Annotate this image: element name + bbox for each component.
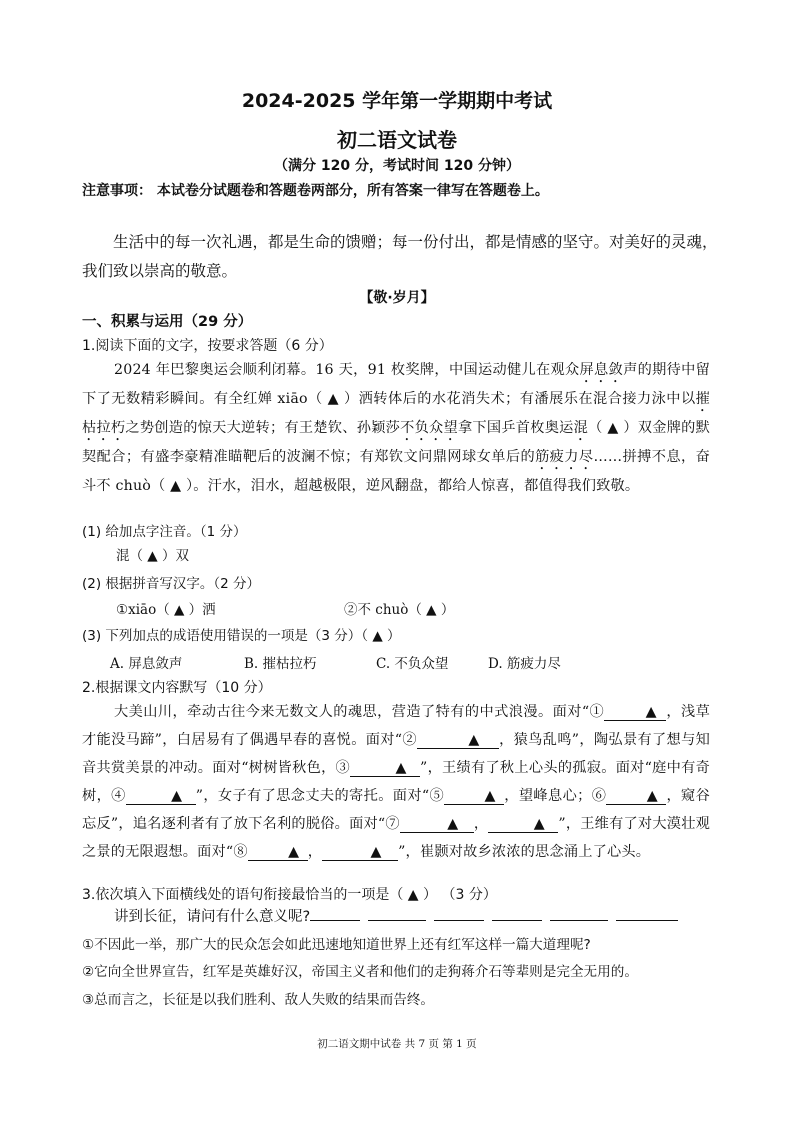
q3-blank [368,920,426,921]
section-tag: 【敬·岁月】 [359,290,435,306]
blank-7b [488,816,558,833]
passage-text: ”，王绩有了秋上心头的孤寂。面对“庭中有奇树，④ [82,760,710,804]
q3-title: 3.依次填入下面横线处的语句衔接最恰当的一项是（ ▲ ） （3 分） [82,887,497,903]
blank-mark: ▲ [288,844,300,860]
passage-text: 2024 年巴黎奥运会顺利闭幕。16 天，91 枚奖牌，中国运动健儿在观众 [114,362,580,378]
passage-text: 大美山川，牵动古往今来无数文人的魂思，营造了特有的中式浪漫。面对“① [114,704,605,720]
option-b: B. 摧枯拉朽 [244,656,317,672]
section-heading: 一、积累与运用（29 分） [82,314,253,330]
blank-7a [400,816,474,833]
option-a: A. 屏息敛声 [110,656,183,672]
blank-8b [322,844,398,861]
blank-6 [606,788,666,805]
q3-blank [492,920,542,921]
dotted-word: 摧枯拉朽 [82,391,710,436]
dotted-word: 混 [573,420,589,436]
blank-mark: ▲ [468,732,480,748]
blank-mark: ▲ [484,788,496,804]
passage-text: 声的期待中留下了无数精彩瞬间。有全红婵 xiāo（ ▲ ）洒转体后的水花消失术；有潘展乐在混合接力泳中以 [82,362,710,407]
passage-text: 之势创造的惊天大逆转；有王楚钦、孙颖莎 [125,420,401,436]
q1-sub2-label: (2) 根据拼音写汉字。（2 分） [82,576,261,592]
q3-blank [434,920,484,921]
blank-mark: ▲ [645,704,657,720]
passage-text: ”，崔颢对故乡浓浓的思念涌上了心头。 [398,844,651,860]
passage-text: ……拼搏不息，奋斗不 chuò（ ▲ ）。汗水，泪水，超越极限，逆风翻盘，都给人惊喜，都值得我们致敬。 [82,449,710,494]
q1-passage [82,357,710,500]
passage-text: （ ▲ ）双金牌的默契配合；有盛李豪精准瞄靶后的波澜不惊；有郑钦文问鼎网球女单后的 [82,420,710,465]
passage-text: ，窥谷忘反”，追名逐利者有了放下名利的脱俗。面对“⑦ [82,788,710,832]
blank-mark: ▲ [370,844,382,860]
exam-title: 2024-2025 学年第一学期期中考试 [241,90,553,112]
notice-text: 本试卷分试题卷和答题卷两部分，所有答案一律写在答题卷上。 [152,183,549,199]
dotted-word: 屏息敛 [579,362,624,378]
passage-text: ， [307,844,323,860]
q1-sub2-a: ①xiāo（ ▲ ）洒 [116,602,216,618]
notice-label: 注意事项： [82,183,152,199]
q3-line-3: ③总而言之，长征是以我们胜利、敌人失败的结果而告终。 [82,991,435,1008]
q3-body [82,904,722,1014]
blank-8a [248,844,308,861]
intro-paragraph: 生活中的每一次礼遇，都是生命的馈赠；每一份付出，都是情感的坚守。对美好的灵魂，我们致以崇高的敬意。 [82,233,718,280]
q1-title: 1.阅读下面的文字，按要求答题（6 分） [82,338,333,354]
blank-mark: ▲ [171,788,183,804]
q3-lead-text: 讲到长征，请问有什么意义呢? [114,909,311,925]
q3-blank [550,920,608,921]
blank-2 [417,732,499,749]
q1-options [110,652,561,672]
page-footer: 初二语文期中试卷 共 7 页 第 1 页 [317,1038,477,1050]
passage-text: ，浅草才能没马蹄”，白居易有了偶遇早春的喜悦。面对“② [82,704,710,748]
dotted-word: 筋疲力尽 [535,449,594,465]
q2-passage [82,698,710,866]
blank-mark: ▲ [395,760,407,776]
option-c: C. 不负众望 [376,656,449,672]
passage-text: 拿下国乒首枚奥运 [457,420,574,436]
q2-title: 2.根据课文内容默写（10 分） [82,680,272,696]
q3-blank [310,920,360,921]
passage-text: ”，女子有了思念丈夫的寄托。面对“⑤ [195,788,445,804]
passage-text: ，望峰息心；⑥ [504,788,607,804]
q1-sub1-item: 混（ ▲ ）双 [116,548,189,564]
q1-sub1-label: (1) 给加点字注音。（1 分） [82,524,247,540]
q3-line-1: ①不因此一举，那广大的民众怎会如此迅速地知道世界上还有红军这样一篇大道理呢? [82,936,591,953]
dotted-word: 不负众望 [400,420,458,436]
passage-text: ，猿鸟乱鸣”，陶弘景有了想与知音共赏美景的冲动。面对“树树皆秋色，③ [82,732,710,776]
blank-3 [350,760,420,777]
blank-4 [126,788,196,805]
blank-mark: ▲ [646,788,658,804]
blank-mark: ▲ [447,816,459,832]
q3-line-2: ②它向全世界宣告，红军是英雄好汉，帝国主义者和他们的走狗蒋介石等辈则是完全无用的。 [82,964,638,980]
blank-5 [444,788,504,805]
q3-lead [82,904,722,932]
score-time: （满分 120 分，考试时间 120 分钟） [274,158,520,174]
passage-text: ， [473,816,489,832]
q3-blank [616,920,678,921]
blank-mark: ▲ [533,816,545,832]
exam-subject: 初二语文试卷 [337,128,457,152]
notice [82,180,722,200]
passage-text: ”，王维有了对大漠壮观之景的无限遐想。面对“⑧ [82,816,711,860]
blank-1 [604,704,666,721]
option-d: D. 筋疲力尽 [488,656,561,672]
q1-sub2-b: ②不 chuò（ ▲ ） [344,602,455,618]
q1-sub3-label: (3) 下列加点的成语使用错误的一项是（3 分）（ ▲ ） [82,628,401,644]
